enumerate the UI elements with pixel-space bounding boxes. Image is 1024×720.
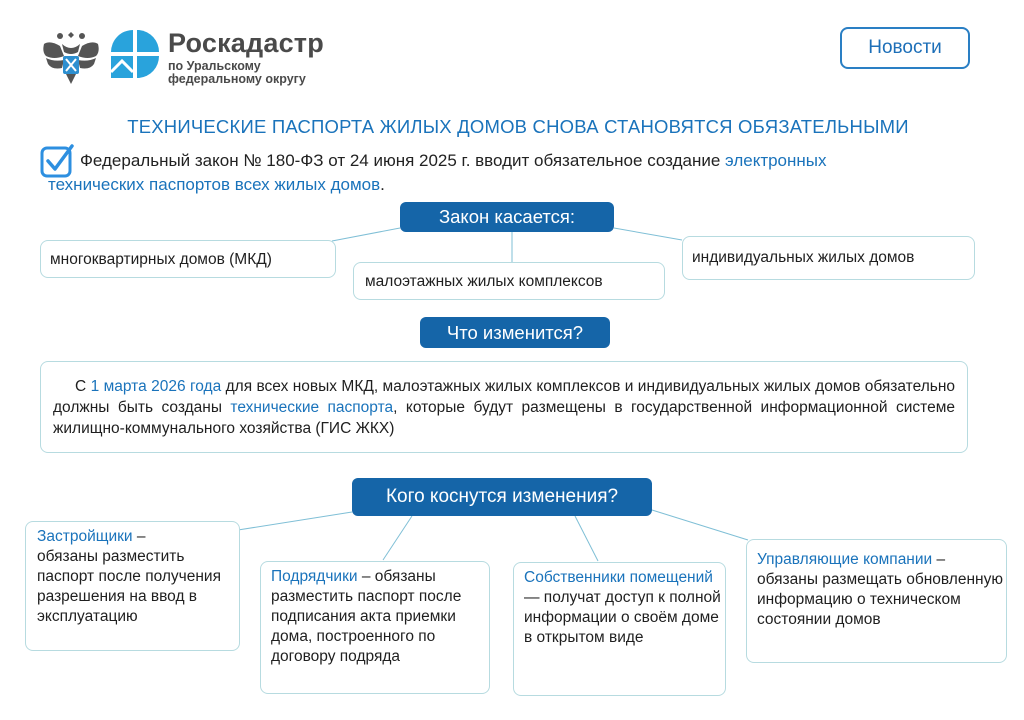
card-text: обязаны разместить паспорт после получения разрешения на ввод в эксплуатацию	[37, 548, 221, 625]
changes-text: С	[75, 378, 91, 395]
changes-date: 1 марта 2026 года	[90, 378, 222, 395]
affected-heading: Кого коснутся изменения?	[352, 478, 652, 516]
card-title: Застройщики	[37, 528, 133, 545]
changes-text: для всех новых МКД, малоэтажных жилых комплексов и индивидуальных жилых домов обязательно должны быть созданы	[53, 378, 955, 416]
changes-heading: Что изменится?	[420, 317, 610, 348]
card-separator: —	[524, 589, 540, 606]
roskadastr-logo-icon	[109, 28, 161, 80]
law-text-line1	[80, 151, 827, 171]
brand-name: Роскадастр	[168, 28, 324, 58]
changes-box	[40, 361, 968, 453]
changes-paragraph	[53, 376, 955, 439]
applies-item-lowrise: малоэтажных жилых комплексов	[353, 262, 665, 300]
card-contractors	[260, 561, 490, 694]
changes-text: , которые будут размещены в государственной информационной системе жилищно-коммунального хозяйства (ГИС ЖКХ)	[53, 399, 955, 437]
card-text: обязаны разместить паспорт после подписания акта приемки дома, построенного по договору подряда	[271, 568, 462, 665]
card-text: обязаны размещать обновленную информацию о техническом состоянии домов	[757, 571, 1003, 628]
checkbox-checked-icon	[40, 142, 76, 178]
applies-item-individual: индивидуальных жилых домов	[682, 236, 975, 280]
law-text: .	[380, 175, 385, 194]
card-separator: –	[932, 551, 946, 568]
card-title: Подрядчики	[271, 568, 358, 585]
card-title: Управляющие компании	[757, 551, 933, 568]
changes-highlight: технические паспорта	[230, 399, 394, 416]
card-separator: –	[357, 568, 371, 585]
card-developers	[25, 521, 240, 651]
applies-item-mkd: многоквартирных домов (МКД)	[40, 240, 336, 278]
card-title: Собственники помещений	[524, 569, 713, 586]
applies-heading: Закон касается:	[400, 202, 614, 232]
brand-subtitle	[168, 60, 306, 86]
brand-subtitle-line2: федеральному округу	[168, 72, 306, 86]
eagle-emblem-icon	[40, 26, 102, 88]
brand-subtitle-line1: по Уральскому	[168, 59, 261, 73]
law-highlight: технических паспортов всех жилых домов	[48, 175, 381, 194]
news-button[interactable]: Новости	[840, 27, 970, 69]
card-owners	[513, 562, 726, 696]
card-management-companies	[746, 539, 1007, 663]
card-text: получат доступ к полной информации о своём доме в открытом виде	[524, 589, 721, 646]
law-highlight: электронных	[725, 151, 827, 170]
page-title: ТЕХНИЧЕСКИЕ ПАСПОРТА ЖИЛЫХ ДОМОВ СНОВА СТАНОВЯТСЯ ОБЯЗАТЕЛЬНЫМИ	[127, 116, 909, 137]
law-text: Федеральный закон № 180-ФЗ от 24 июня 2025 г. вводит обязательное создание	[80, 151, 726, 170]
law-text-line2	[48, 175, 385, 195]
card-separator: –	[132, 528, 146, 545]
